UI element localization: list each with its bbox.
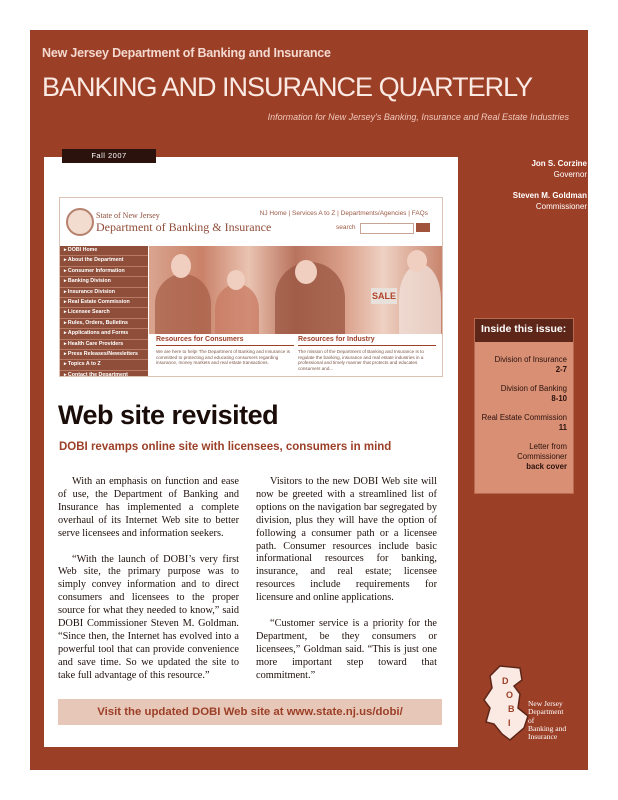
article-paragraph: Visitors to the new DOBI Web site will now be greeted with a streamlined list of options on the navigation bar segregated by division, plus they will have the option of following a consumer path or a licensee path. Consumer resources include basic informational resources for banking, insurance, and real estate; licensee resources include requirements for licensure and online applications.: [256, 476, 437, 604]
state-seal-icon: [66, 208, 94, 236]
website-nav: [60, 246, 148, 376]
inside-item: [481, 384, 567, 404]
logo-line: of: [528, 715, 535, 725]
article-column-left: [58, 476, 239, 696]
consumer-resources-title: Resources for Consumers: [156, 336, 294, 346]
photo-face-shape: [171, 254, 191, 278]
department-name: New Jersey Department of Banking and Insurance: [42, 46, 331, 60]
website-nav-item: ▸ Rules, Orders, Bulletins: [60, 319, 148, 329]
website-nav-item: ▸ Applications and Forms: [60, 329, 148, 339]
website-url-banner: Visit the updated DOBI Web site at www.state.nj.us/dobi/: [58, 699, 442, 725]
photo-face-shape: [227, 270, 245, 290]
website-dept-name: Department of Banking & Insurance: [96, 220, 272, 234]
article-column-right: [256, 476, 437, 696]
website-nav-item: ▸ Consumer Information: [60, 267, 148, 277]
website-nav-item: ▸ DOBI Home: [60, 246, 148, 256]
inside-item-pages: back cover: [526, 462, 567, 471]
official-role: Commissioner: [535, 202, 587, 211]
website-screenshot: [59, 197, 443, 377]
article-paragraph: “With the launch of DOBI’s very first Web site, the primary purpose was to simply convey information and to direct consumers and licensees to the proper source for what they needed to know,” said DOBI Commissioner Steven M. Goldman. “Since then, the Internet has evolved into a powerful tool that can provide convenience and save time. So we updated the site to take full advantage of this resource.”: [58, 553, 239, 681]
website-nav-item: ▸ Contact the Department: [60, 371, 148, 377]
website-header: [60, 198, 442, 246]
website-industry-resources: [298, 336, 436, 371]
official-role: Governor: [553, 170, 587, 179]
article-headline: Web site revisited: [58, 400, 279, 430]
inside-item: [481, 355, 567, 375]
official-name: Jon S. Corzine: [531, 159, 587, 168]
website-nav-item: ▸ Real Estate Commission: [60, 298, 148, 308]
website-search-label: search: [336, 224, 356, 231]
website-search-go-icon: [416, 223, 430, 232]
website-nav-item: ▸ About the Department: [60, 256, 148, 266]
newsletter-title: BANKING AND INSURANCE QUARTERLY: [42, 72, 533, 102]
issue-date: Fall 2007: [62, 149, 156, 163]
website-state-name: State of New Jersey: [96, 211, 160, 220]
photo-person-shape: [215, 284, 259, 334]
photo-face-shape: [295, 260, 317, 284]
photo-person-shape: [399, 264, 441, 334]
inside-item-label: Division of Banking: [500, 384, 567, 393]
official-name: Steven M. Goldman: [512, 191, 587, 200]
logo-line: New Jersey: [528, 699, 563, 708]
inside-item-label: Real Estate Commission: [481, 413, 567, 422]
logo-wordmark: [528, 700, 566, 741]
official-commissioner: [513, 190, 587, 212]
website-search-input: [360, 223, 414, 234]
logo-letter: D: [502, 676, 509, 686]
website-photo-collage: [149, 246, 442, 334]
website-top-links: NJ Home | Services A to Z | Departments/Agencies | FAQs: [259, 210, 428, 217]
official-governor: [531, 158, 587, 180]
inside-item: [481, 442, 567, 472]
consumer-resources-text: We are here to help! The Department of Banking and Insurance is committed to protecting and educating consumers regarding insurance, money markets and real estate transactions.: [156, 349, 290, 366]
website-nav-item: ▸ Licensee Search: [60, 308, 148, 318]
logo-letter: O: [506, 690, 514, 700]
website-nav-item: ▸ Press Releases/Newsletters: [60, 350, 148, 360]
inside-heading: Inside this issue:: [475, 319, 573, 342]
inside-item-pages: 11: [558, 423, 567, 432]
photo-face-shape: [407, 250, 427, 272]
logo-letter: I: [508, 718, 511, 728]
website-nav-item: ▸ Health Care Providers: [60, 340, 148, 350]
inside-this-issue-box: [474, 318, 574, 494]
inside-list: [475, 342, 573, 472]
article-paragraph: With an emphasis on function and ease of use, the Department of Banking and Insurance has implemented a complete overhaul of its Internet Web site to better serve licensees and information seekers.: [58, 476, 239, 539]
inside-item-pages: 2-7: [555, 365, 567, 374]
inside-item-label: Division of Insurance: [494, 355, 567, 364]
photo-person-shape: [155, 274, 211, 334]
logo-line: Insurance: [528, 732, 558, 742]
inside-item-pages: 8-10: [551, 394, 567, 403]
industry-resources-text: The mission of the Department of Banking and Insurance is to regulate the banking, insurance and real estate industries in a professional and timely manner that protects and educates consumers and...: [298, 349, 424, 371]
sale-sign: SALE: [371, 288, 397, 304]
logo-line: Department: [528, 707, 564, 717]
tagline: Information for New Jersey's Banking, Insurance and Real Estate Industries: [267, 112, 569, 122]
website-nav-item: ▸ Insurance Division: [60, 288, 148, 298]
website-nav-item: ▸ Banking Division: [60, 277, 148, 287]
logo-line: Banking and: [528, 723, 567, 733]
logo-letter: B: [508, 704, 515, 714]
website-consumer-resources: [156, 336, 294, 366]
article-paragraph: “Customer service is a priority for the Department, be they consumers or licensees,” Goldman said. “This is just one more important step toward that commitment.”: [256, 618, 437, 681]
industry-resources-title: Resources for Industry: [298, 336, 436, 346]
article-subhead: DOBI revamps online site with licensees, consumers in mind: [59, 441, 392, 453]
inside-item-label: Letter from Commissioner: [517, 442, 567, 461]
inside-item: [481, 413, 567, 433]
website-nav-item: ▸ Topics A to Z: [60, 360, 148, 370]
